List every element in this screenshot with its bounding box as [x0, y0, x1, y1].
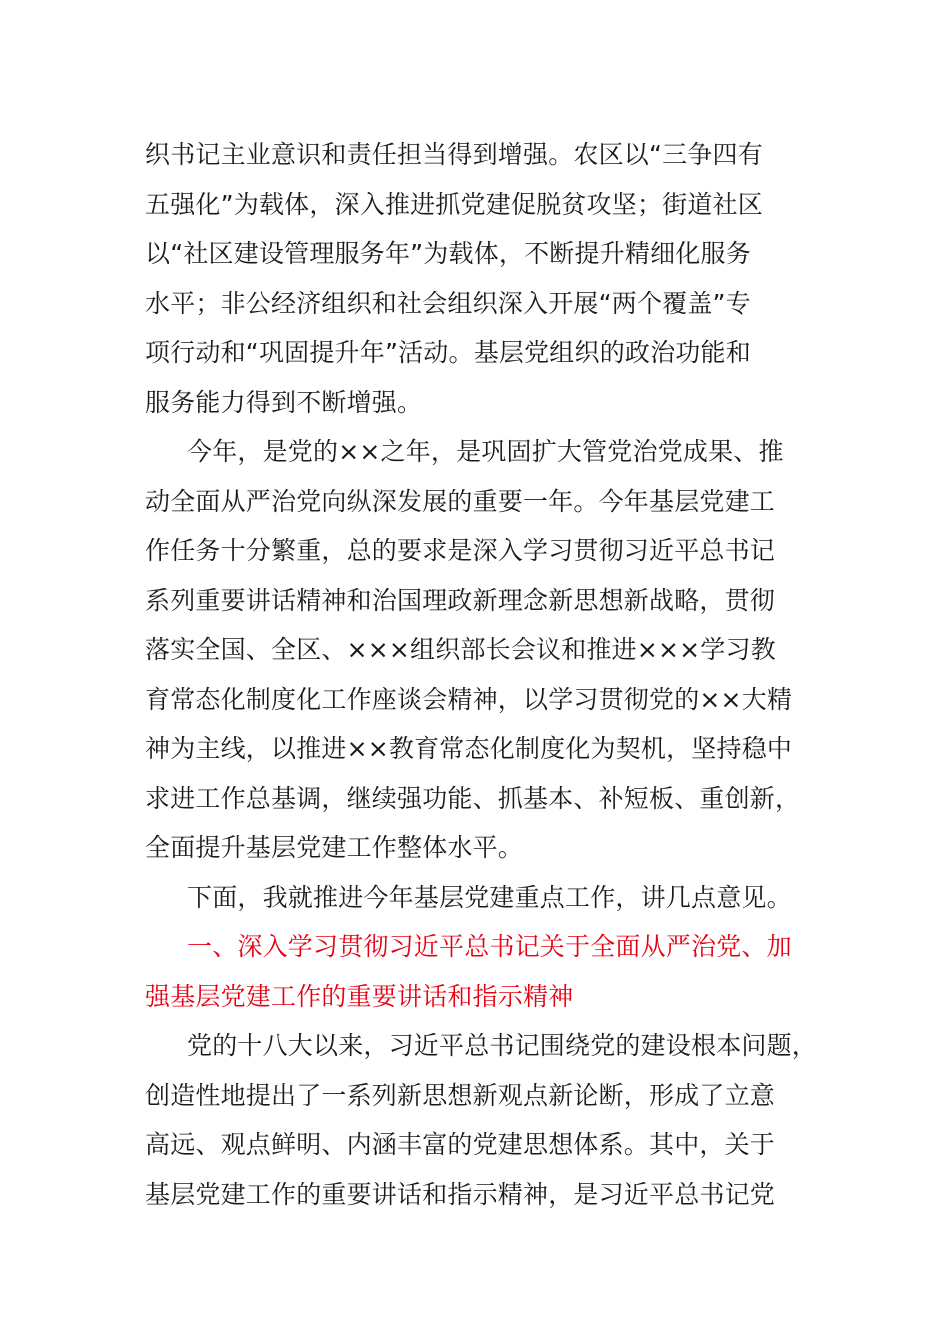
text-line: 全面提升基层党建工作整体水平。 [145, 833, 524, 862]
paragraph-intro [145, 873, 825, 923]
paragraph-eighteenth-congress [145, 1021, 825, 1219]
paragraph-continuation [145, 130, 825, 427]
text-line: 下面，我就推进今年基层党建重点工作，讲几点意见。 [187, 882, 792, 912]
text-line: 项行动和“巩固提升年”活动。基层党组织的政治功能和 [145, 338, 751, 367]
paragraph-this-year [145, 427, 825, 873]
text-line: 服务能力得到不断增强。 [145, 387, 423, 417]
text-line: 水平；非公经济组织和社会组织深入开展“两个覆盖”专 [145, 288, 751, 318]
text-line: 基层党建工作的重要讲话和指示精神，是习近平总书记党 [145, 1179, 776, 1209]
text-line: 神为主线，以推进××教育常态化制度化为契机，坚持稳中 [145, 734, 793, 763]
text-line: 党的十八大以来，习近平总书记围绕党的建设根本问题， [187, 1031, 818, 1060]
text-line: 高远、观点鲜明、内涵丰富的党建思想体系。其中，关于 [145, 1130, 776, 1159]
text-line: 系列重要讲话精神和治国理政新理念新思想新战略，贯彻 [145, 585, 776, 615]
text-line: 织书记主业意识和责任担当得到增强。农区以“三争四有 [145, 140, 763, 169]
text-line: 育常态化制度化工作座谈会精神，以学习贯彻党的××大精 [145, 684, 793, 714]
text-line: 创造性地提出了一系列新思想新观点新论断，形成了立意 [145, 1080, 776, 1110]
text-line: 以“社区建设管理服务年”为载体，不断提升精细化服务 [145, 239, 751, 268]
heading-line: 一、深入学习贯彻习近平总书记关于全面从严治党、加 [187, 932, 792, 961]
text-line: 作任务十分繁重，总的要求是深入学习贯彻习近平总书记 [145, 536, 776, 565]
section-heading [145, 922, 825, 1021]
document-body [145, 130, 825, 1219]
text-line: 动全面从严治党向纵深发展的重要一年。今年基层党建工 [145, 486, 776, 516]
text-line: 五强化”为载体，深入推进抓党建促脱贫攻坚；街道社区 [145, 189, 763, 219]
heading-line: 强基层党建工作的重要讲话和指示精神 [145, 981, 574, 1011]
text-line: 落实全国、全区、×××组织部长会议和推进×××学习教 [145, 635, 776, 664]
text-line: 求进工作总基调，继续强功能、抓基本、补短板、重创新， [145, 783, 801, 813]
text-line: 今年，是党的××之年，是巩固扩大管党治党成果、推 [187, 437, 784, 466]
